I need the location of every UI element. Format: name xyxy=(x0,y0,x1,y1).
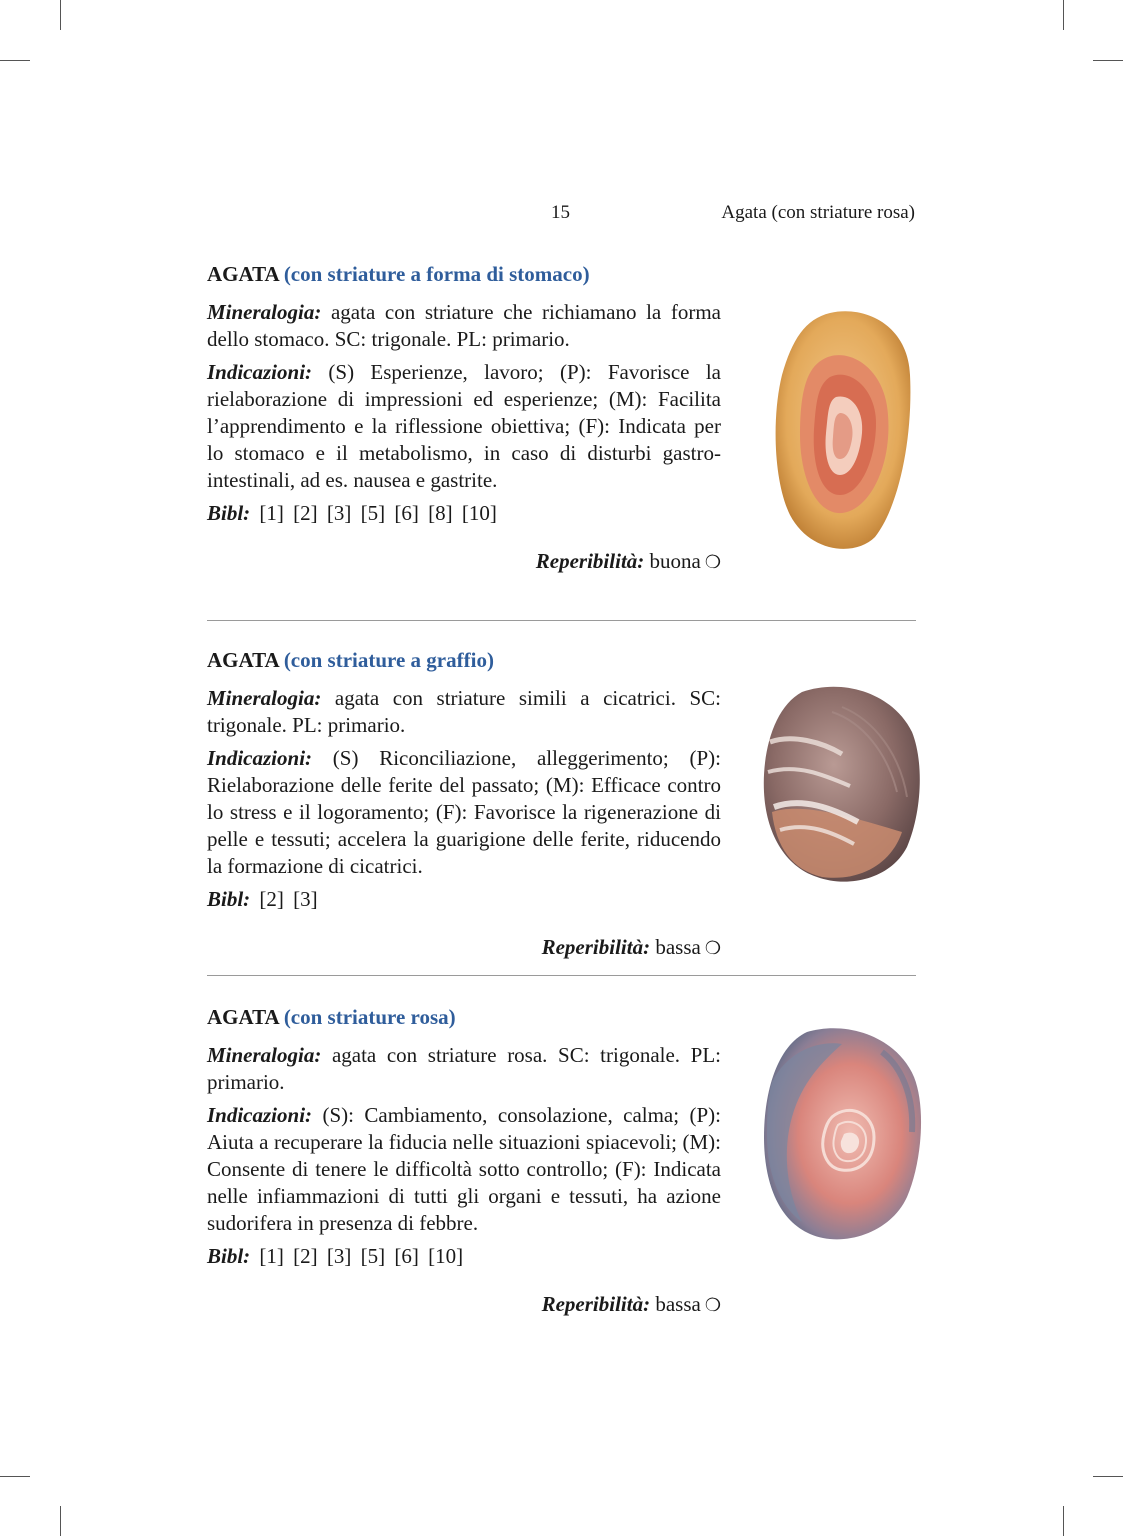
mineralogia-label: Mineralogia: xyxy=(207,1043,322,1067)
crop-mark xyxy=(60,0,61,30)
reperibilita-value: bassa xyxy=(655,1292,701,1316)
mineralogia-paragraph xyxy=(207,685,721,739)
indicazioni-text: (S): Cambiamento, consolazione, calma; (P): Aiuta a recuperare la fiducia nelle situazioni spiacevoli; (M): Consente di tenere le difficoltà sotto controllo; (F): Indicata nelle infiammazioni di tutti gli organi e tessuti, ha azione sudorifera in presenza di febbre. xyxy=(207,1103,722,1235)
mineralogia-label: Mineralogia: xyxy=(207,686,322,710)
availability xyxy=(207,548,721,576)
indicazioni-label: Indicazioni: xyxy=(207,746,313,770)
section-divider xyxy=(207,620,916,621)
bibl-label: Bibl: xyxy=(207,1244,251,1268)
mineralogia-text: agata con striature rosa. SC: trigonale. PL: primario. xyxy=(207,1043,721,1094)
bibliography xyxy=(207,1243,721,1270)
entry-name: AGATA xyxy=(207,648,279,672)
crop-mark xyxy=(1093,1476,1123,1477)
mineralogia-label: Mineralogia: xyxy=(207,300,322,324)
running-header-title: Agata (con striature rosa) xyxy=(721,202,915,223)
entry-title xyxy=(207,650,916,671)
page-number: 15 xyxy=(551,202,570,223)
indicazioni-text: (S) Riconciliazione, alleggerimento; (P): Rielaborazione delle ferite del passato; (M): Efficace contro lo stress e il logoramento; (F): Favorisce la rigenerazione di pelle e tessuti; accelera la guarigione delle ferite, riducendo la formazione di cicatrici. xyxy=(207,746,722,878)
bibl-refs: [2] [3] xyxy=(259,887,318,911)
crop-mark xyxy=(1093,60,1123,61)
entry-variant: (con striature a graffio) xyxy=(283,648,494,672)
indicazioni-label: Indicazioni: xyxy=(207,1103,313,1127)
bibliography xyxy=(207,500,721,527)
entry-name: AGATA xyxy=(207,1005,279,1029)
entry-text xyxy=(207,685,721,962)
indicazioni-text: (S) Esperienze, lavoro; (P): Favorisce la rielaborazione di impressioni ed esperienze; (M): Facilita l’apprendimento e la riflessione obiettiva; (F): Indicata per lo stomaco e il metabolismo, in caso di disturbi gastro-intestinali, ad es. nausea e gastrite. xyxy=(207,360,721,492)
mineralogia-text: agata con striature che richiamano la forma dello stomaco. SC: trigonale. PL: primario. xyxy=(207,300,721,351)
agate-stone-image xyxy=(762,1022,924,1247)
availability-circle-icon: ❍ xyxy=(704,552,721,572)
entry-variant: (con striature a forma di stomaco) xyxy=(283,262,590,286)
reperibilita-label: Reperibilità: xyxy=(535,549,645,573)
bibl-label: Bibl: xyxy=(207,887,251,911)
bibl-refs: [1] [2] [3] [5] [6] [8] [10] xyxy=(259,501,497,525)
indicazioni-paragraph xyxy=(207,745,721,880)
indicazioni-label: Indicazioni: xyxy=(207,360,313,384)
agate-stone-image xyxy=(762,682,922,887)
reperibilita-label: Reperibilità: xyxy=(541,1292,651,1316)
entry-variant: (con striature rosa) xyxy=(283,1005,456,1029)
bibliography xyxy=(207,886,721,913)
section-divider xyxy=(207,975,916,976)
bibl-label: Bibl: xyxy=(207,501,251,525)
reperibilita-value: bassa xyxy=(655,935,701,959)
availability xyxy=(207,934,721,962)
availability xyxy=(207,1291,721,1319)
crop-mark xyxy=(0,1476,30,1477)
entry-title xyxy=(207,264,916,285)
crop-mark xyxy=(1063,1506,1064,1536)
entry-name: AGATA xyxy=(207,262,279,286)
indicazioni-paragraph xyxy=(207,359,721,494)
reperibilita-value: buona xyxy=(649,549,701,573)
crop-mark xyxy=(0,60,30,61)
entry-text xyxy=(207,299,721,576)
crop-mark xyxy=(1063,0,1064,30)
mineralogia-text: agata con striature simili a cicatrici. SC: trigonale. PL: primario. xyxy=(207,686,721,737)
reperibilita-label: Reperibilità: xyxy=(541,935,651,959)
entry-text xyxy=(207,1042,721,1319)
availability-circle-icon: ❍ xyxy=(704,1295,721,1315)
mineralogia-paragraph xyxy=(207,1042,721,1096)
mineralogia-paragraph xyxy=(207,299,721,353)
crop-mark xyxy=(60,1506,61,1536)
agate-stone-image xyxy=(770,305,915,555)
availability-circle-icon: ❍ xyxy=(704,938,721,958)
bibl-refs: [1] [2] [3] [5] [6] [10] xyxy=(259,1244,464,1268)
indicazioni-paragraph xyxy=(207,1102,721,1237)
